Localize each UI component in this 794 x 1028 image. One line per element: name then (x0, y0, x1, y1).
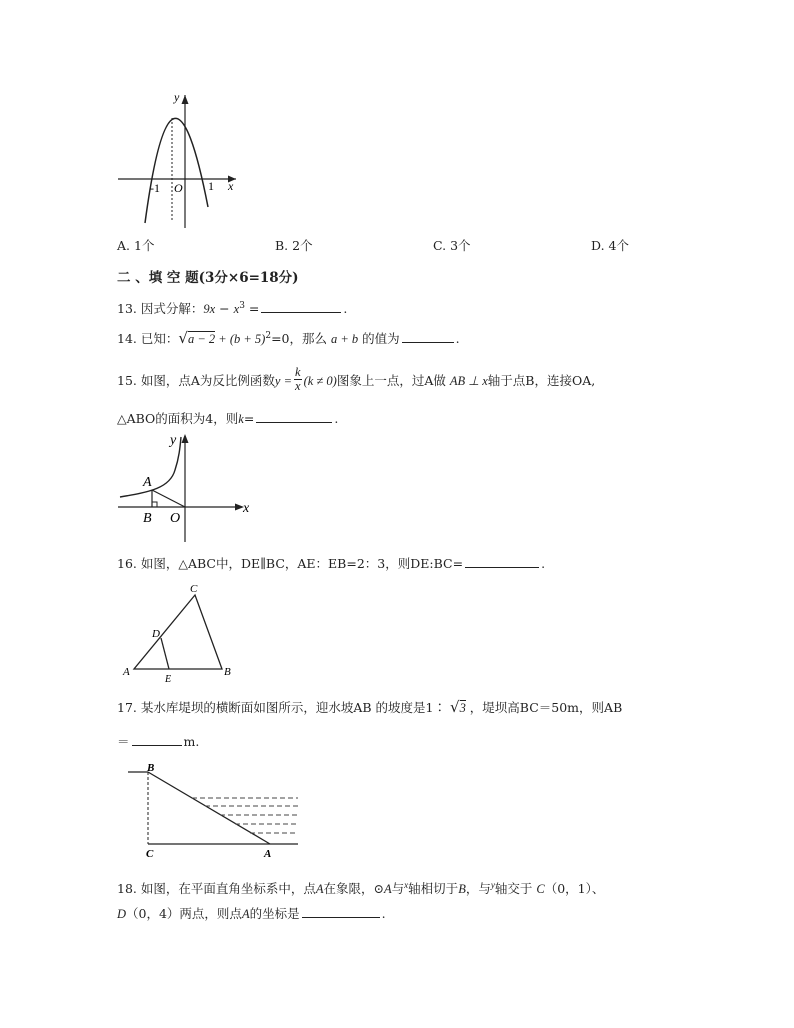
q18-text-b: 在象限，⊙ (323, 881, 385, 897)
point-c-label: C (190, 583, 198, 595)
point-d-label: D (152, 628, 160, 640)
q14-number: 14. (117, 331, 137, 347)
section-title: 二 、填 空 题(3分×6=18分) (117, 270, 299, 286)
q18-tail: . (381, 906, 386, 921)
q15-text-b: 图象上一点，过A做 (336, 373, 446, 388)
q18-line2-b: 的坐标是 (249, 906, 300, 921)
q18-line2-a: （0，4）两点，则点 (126, 906, 242, 921)
q15-line2-a: △ABO的面积为4，则 (117, 411, 239, 426)
option-b-text: 2个 (292, 238, 313, 253)
q16-text: 如图，△ABC中，DE∥BC，AE：EB=2：3，则DE:BC= (140, 556, 464, 571)
q18-text-e: ，与 (465, 881, 491, 897)
q18-b1: B (458, 882, 466, 897)
q18-x1: x (404, 880, 409, 890)
q15-perp: AB ⊥ x (449, 374, 488, 388)
q15-text-a: 如图，点A为反比例函数 (140, 373, 275, 388)
q13-expr-a: 9x (203, 302, 216, 317)
q14-text-b: 的值为 (358, 331, 400, 347)
point-b-label: B (224, 666, 231, 678)
q18-text-a: 如图，在平面直角坐标系中，点 (140, 881, 316, 897)
point-a-label: A (264, 848, 272, 860)
q16-number: 16. (117, 556, 137, 571)
q14-expr-mid: + (b + 5) (215, 332, 266, 347)
tick-neg-label: -1 (150, 181, 160, 195)
q14-expr-exp: 2 (265, 331, 272, 341)
y-axis-label: y (170, 433, 177, 448)
q15-cond: (k ≠ 0) (303, 374, 337, 388)
q17-text-a: 某水库堤坝的横断面如图所示，迎水坡AB 的坡度是1∶ (140, 700, 447, 715)
q18-text-g: （0，1）、 (544, 881, 605, 897)
q13-expr-op: − (215, 301, 234, 317)
q15-frac-den: x (295, 379, 301, 393)
q14-expr-ab: a + b (330, 332, 359, 347)
x-axis-label: x (228, 179, 234, 193)
q17-number: 17. (117, 700, 137, 715)
option-d-letter: D. (591, 238, 605, 253)
q14-text-a: 已知： (140, 331, 179, 347)
point-e-label: E (165, 674, 172, 685)
q15-line2-b: = (243, 411, 255, 426)
q18-line2-d: D (117, 907, 127, 921)
q18-line2-apoint: A (241, 907, 250, 921)
option-c-letter: C. (433, 238, 447, 253)
option-a-text: 1个 (134, 238, 155, 253)
q15-text-c: 轴于点B，连接OA, (487, 373, 596, 388)
q13-text: 因式分解： (140, 301, 204, 317)
q18-number: 18. (117, 881, 137, 897)
q14-sqrt-body: a − 2 (187, 332, 216, 347)
point-b-label: B (147, 762, 155, 774)
point-a-label: A (143, 475, 152, 490)
q17-line2-a: ＝ (117, 734, 130, 749)
x-axis-label: x (243, 501, 250, 516)
question-18-line-2 (117, 905, 386, 922)
q18-a2: A (384, 882, 392, 897)
q18-text-f: 轴交于 (494, 881, 533, 897)
q13-number: 13. (117, 301, 137, 317)
q18-a1: A (315, 882, 324, 897)
q13-expr-b: x (233, 302, 240, 317)
q18-text-d: 轴相切于 (408, 881, 459, 897)
y-axis-label: y (174, 90, 180, 104)
q14-tail: . (455, 331, 460, 347)
q15-number: 15. (117, 373, 137, 388)
q15-frac-num: k (295, 365, 301, 379)
q15-line2-k: k (238, 412, 244, 426)
point-c-label: C (146, 848, 154, 860)
option-b-letter: B. (275, 238, 289, 253)
sqrt-symbol: √ (178, 329, 188, 348)
q15-tail: . (334, 411, 339, 426)
tick-pos-label: 1 (208, 179, 214, 193)
point-b-label: B (143, 511, 152, 526)
q16-tail: . (541, 556, 546, 571)
q13-expr-exp: 3 (239, 301, 245, 311)
q13-tail: . (343, 301, 348, 317)
option-c-text: 3个 (450, 238, 471, 253)
q18-y1: y (490, 880, 495, 890)
question-18-line-1 (117, 877, 604, 897)
q14-expr-eq: =0，那么 (271, 331, 331, 347)
q18-answer-blank[interactable] (302, 905, 380, 918)
option-a-letter: A. (117, 238, 131, 253)
option-d-text: 4个 (608, 238, 629, 253)
q13-expr-eq: = (244, 301, 260, 317)
q18-text-c: 与 (391, 881, 405, 897)
q17-line2-b: m. (183, 734, 200, 749)
origin-label: O (174, 181, 183, 195)
point-a-label: A (123, 666, 130, 678)
point-o-label: O (170, 511, 181, 526)
q18-c1: C (536, 882, 545, 897)
sqrt-symbol: √ (450, 698, 460, 716)
q15-y-eq: y = (274, 374, 293, 388)
q17-text-b: ，堤坝高BC＝50m，则AB (469, 700, 623, 715)
q17-sqrt-body: 3 (459, 701, 466, 715)
